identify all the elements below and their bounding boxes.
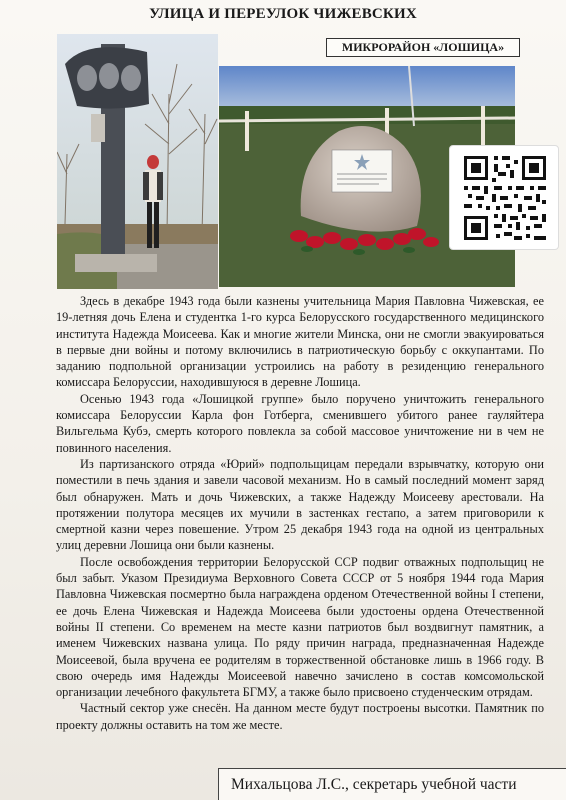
paragraph: Из партизанского отряда «Юрий» подпольщицам передали взрывчатку, которую они поместили в печь здания и завели часовой механизм. Но в самый последний момент заряд был обнаружен. Мать и дочь Чижевских, а также Надежду Моисееву арестовали. На протяжении полутора месяцев их мучили в застенках гестапо, а затем приговорили к смертной казни через повешение. Утром 25 декабря 1943 года на одной из центральных улиц деревни Лошица они были казнены. — [56, 456, 544, 553]
district-label: МИКРОРАЙОН «ЛОШИЦА» — [326, 38, 520, 57]
memorial-photo — [57, 34, 218, 289]
qr-code-icon[interactable] — [449, 145, 559, 250]
signature: Михальцова Л.С., секретарь учебной части — [218, 768, 566, 800]
paragraph: После освобождения территории Белорусской ССР подвиг отважных подпольщиц не был забыт. Указом Президиума Верховного Совета СССР от 5 ноября 1944 года Мария Павловна Чижевская посмертно была награждена орденом Отечественной войны I степени, ее дочь Елена Чижевская и Надежда Моисеева были удостоены ордена Отечественной войны II степени. Со временем на месте казни патриотов был воздвигнут памятник, а именем Чижевских названа улица. По ряду причин награда, предназначенная Надежде Моисеевой, была вручена ее родителям в торжественной обстановке лишь в 1966 году. В свою очередь имя Надежды Моисеевой навечно зачислено в состав комсомольской организации лечебного факультета БГМУ, а также было присвоено студенческим отрядам. — [56, 554, 544, 700]
article-body — [56, 293, 544, 733]
page-title: УЛИЦА И ПЕРЕУЛОК ЧИЖЕВСКИХ — [149, 6, 417, 22]
paragraph: Частный сектор уже снесён. На данном месте будут построены высотки. Памятник по проекту должны оставить на том же месте. — [56, 701, 544, 732]
paragraph: Здесь в декабре 1943 года были казнены учительница Мария Павловна Чижевская, ее 19-летняя дочь Елена и студентка 1-го курса Белорусского государственного медицинского института Надежда Моисеева. Как и многие жители Минска, они не смогли эвакуироваться в первые дни войны и потому включились в патриотическую борьбу с оккупантами. По заданию подпольной организации устроились на работу в резиденцию генерального комиссара Белоруссии, находившуюся в деревне Лошица. — [56, 294, 544, 390]
paragraph: Осенью 1943 года «Лошицкой группе» было поручено уничтожить генерального комиссара Белоруссии Карла фон Готберга, сменившего убитого ранее гауляйтера Вильгельма Кубэ, смерть которого повлекла за собой массовое уничтожение ни в чем не повинного населения. — [56, 391, 544, 455]
